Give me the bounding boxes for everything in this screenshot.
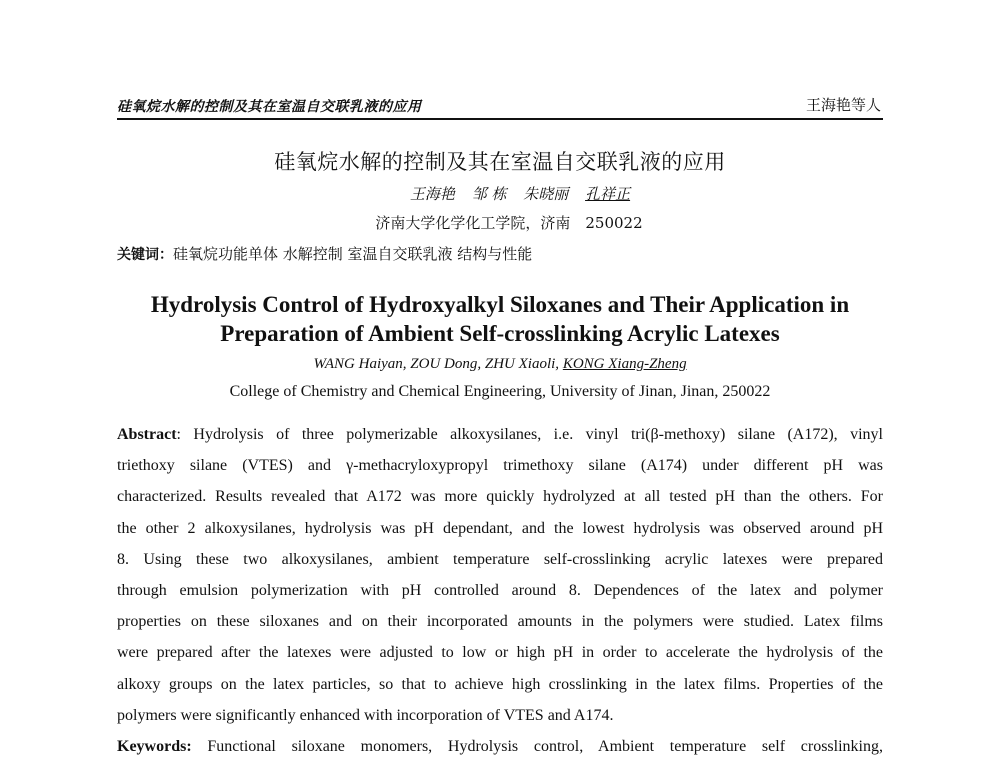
keywords-label: Keywords: [117,737,192,755]
keywords-text: Functional siloxane monomers, Hydrolysis control, Ambient temperature self crosslinking, [191,737,883,755]
keywords-line [117,731,883,762]
abstract-line: through emulsion polymerization with pH controlled around 8. Dependences of the latex and polymer [117,581,883,599]
abstract-line: properties on these siloxanes and on their incorporated amounts in the polymers were studied. Latex films [117,613,883,631]
chinese-author: 邹 栋 [471,185,507,203]
running-header-authors: 王海艳等人 [805,96,881,114]
abstract-line: the other 2 alkoxysilanes, hydrolysis was pH dependant, and the lowest hydrolysis was observed around pH [117,519,883,537]
chinese-keywords-text: 硅氧烷功能单体 水解控制 室温自交联乳液 结构与性能 [173,245,533,263]
abstract-line: alkoxy groups on the latex particles, so that to achieve high crosslinking in the latex films. Properties of the [117,675,883,693]
chinese-author-corresponding: 孔祥正 [585,185,631,203]
chinese-keywords-label: 关键词： [117,247,173,263]
abstract-line: 8. Using these two alkoxysilanes, ambient temperature self-crosslinking acrylic latexes were prepared [117,550,883,568]
english-affiliation: College of Chemistry and Chemical Engineering, University of Jinan, Jinan, 250022 [229,383,771,400]
abstract [117,419,883,762]
chinese-affiliation: 济南大学化学化工学院，济南 250022 [375,214,643,232]
running-header [117,92,883,120]
english-author-corresponding: KONG Xiang-Zheng [562,356,687,372]
abstract-line: were prepared after the latexes were adjusted to low or high pH in order to accelerate the hydrolysis of the [117,644,883,662]
abstract-line: polymers were significantly enhanced with incorporation of VTES and A174. [117,706,614,724]
english-authors-list: WANG Haiyan, ZOU Dong, ZHU Xiaoli, [313,356,563,372]
abstract-line: triethoxy silane (VTES) and γ-methacryloxypropyl trimethoxy silane (A174) under different pH was [117,457,883,475]
abstract-label: Abstract [117,426,177,443]
chinese-authors [0,183,1000,204]
running-header-title: 硅氧烷水解的控制及其在室温自交联乳液的应用 [117,99,422,115]
chinese-title: 硅氧烷水解的控制及其在室温自交联乳液的应用 [274,150,726,174]
chinese-author: 朱晓丽 [523,185,569,203]
abstract-line-text: : Hydrolysis of three polymerizable alkoxysilanes, i.e. vinyl tri(β-methoxy) silane (A172), vinyl [176,426,883,443]
english-authors [0,356,1000,373]
chinese-author: 王海艳 [409,185,455,203]
english-title-line-1: Hydrolysis Control of Hydroxyalkyl Siloxanes and Their Application in [150,292,850,317]
abstract-line: characterized. Results revealed that A172 was more quickly hydrolyzed at all tested pH than the others. For [117,488,883,506]
english-title [0,290,1000,348]
abstract-line [117,419,883,450]
chinese-keywords [117,243,532,264]
english-title-line-2: Preparation of Ambient Self-crosslinking Acrylic Latexes [220,321,780,346]
